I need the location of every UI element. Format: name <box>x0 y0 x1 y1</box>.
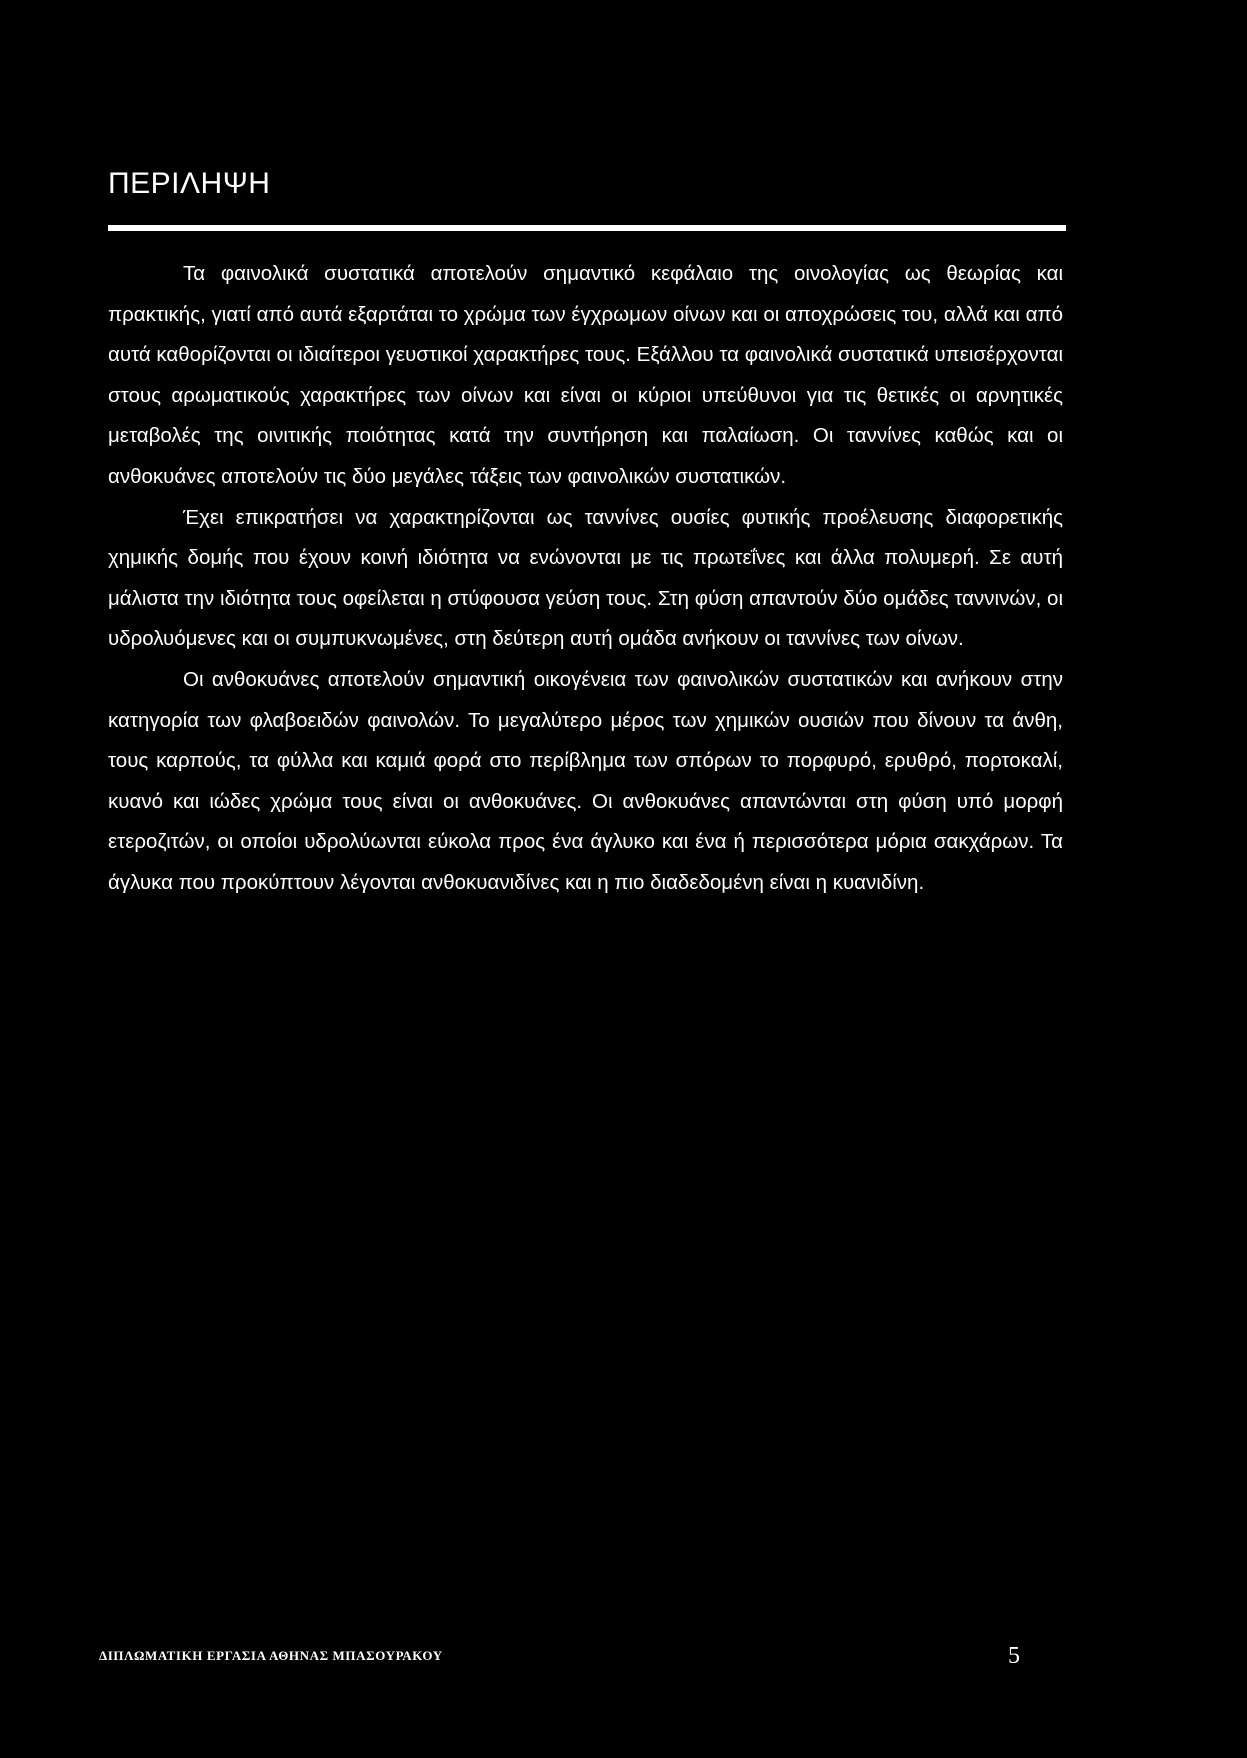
page-number: 5 <box>1008 1643 1020 1669</box>
paragraph-tannins: Έχει επικρατήσει να χαρακτηρίζονται ως ταννίνες ουσίες φυτικής προέλευσης διαφορετικής χημικής δομής που έχουν κοινή ιδιότητα να ενώνονται με τις πρωτεΐνες και άλλα πολυμερή. Σε αυτή μάλιστα την ιδιότητα τους οφείλεται η στύφουσα γεύση τους. Στη φύση απαντούν δύο ομάδες ταννινών, οι υδρολυόμενες και οι συμπυκνωμένες, στη δεύτερη αυτή ομάδα ανήκουν οι ταννίνες των οίνων. <box>108 505 1063 651</box>
footer-title: ΔΙΠΛΩΜΑΤΙΚΗ ΕΡΓΑΣΙΑ ΑΘΗΝΑΣ ΜΠΑΣΟΥΡΑΚΟΥ <box>99 1648 443 1663</box>
page-title: ΠΕΡΙΛΗΨΗ <box>108 167 271 200</box>
paragraph-anthocyanins: Οι ανθοκυάνες αποτελούν σημαντική οικογένεια των φαινολικών συστατικών και ανήκουν στην κατηγορία των φλαβοειδών φαινολών. Το μεγαλύτερο μέρος των χημικών ουσιών που δίνουν τα άνθη, τους καρπούς, τα φύλλα και καμιά φορά στο περίβλημα των σπόρων το πορφυρό, ερυθρό, πορτοκαλί, κυανό και ιώδες χρώμα τους είναι οι ανθοκυάνες. Οι ανθοκυάνες απαντώνται στη φύση υπό μορφή ετεροζιτών, οι οποίοι υδρολύωνται εύκολα προς ένα άγλυκο και ένα ή περισσότερα μόρια σακχάρων. Τα άγλυκα που προκύπτουν λέγονται ανθοκυανιδίνες και η πιο διαδεδομένη είναι η κυανιδίνη. <box>108 667 1063 894</box>
paragraph-phenolics-intro: Τα φαινολικά συστατικά αποτελούν σημαντικό κεφάλαιο της οινολογίας ως θεωρίας και πρακτικής, γιατί από αυτά εξαρτάται το χρώμα των έγχρωμων οίνων και οι αποχρώσεις του, αλλά και από αυτά καθορίζονται οι ιδιαίτεροι γευστικοί χαρακτήρες τους. Εξάλλου τα φαινολικά συστατικά υπεισέρχονται στους αρωματικούς χαρακτήρες των οίνων και είναι οι κύριοι υπεύθυνοι για τις θετικές οι αρνητικές μεταβολές της οινιτικής ποιότητας κατά την συντήρηση και παλαίωση. Οι ταννίνες καθώς και οι ανθοκυάνες αποτελούν τις δύο μεγάλες τάξεις των φαινολικών συστατικών. <box>108 262 1063 488</box>
heading-divider <box>108 225 1066 231</box>
summary-body <box>108 254 1063 904</box>
